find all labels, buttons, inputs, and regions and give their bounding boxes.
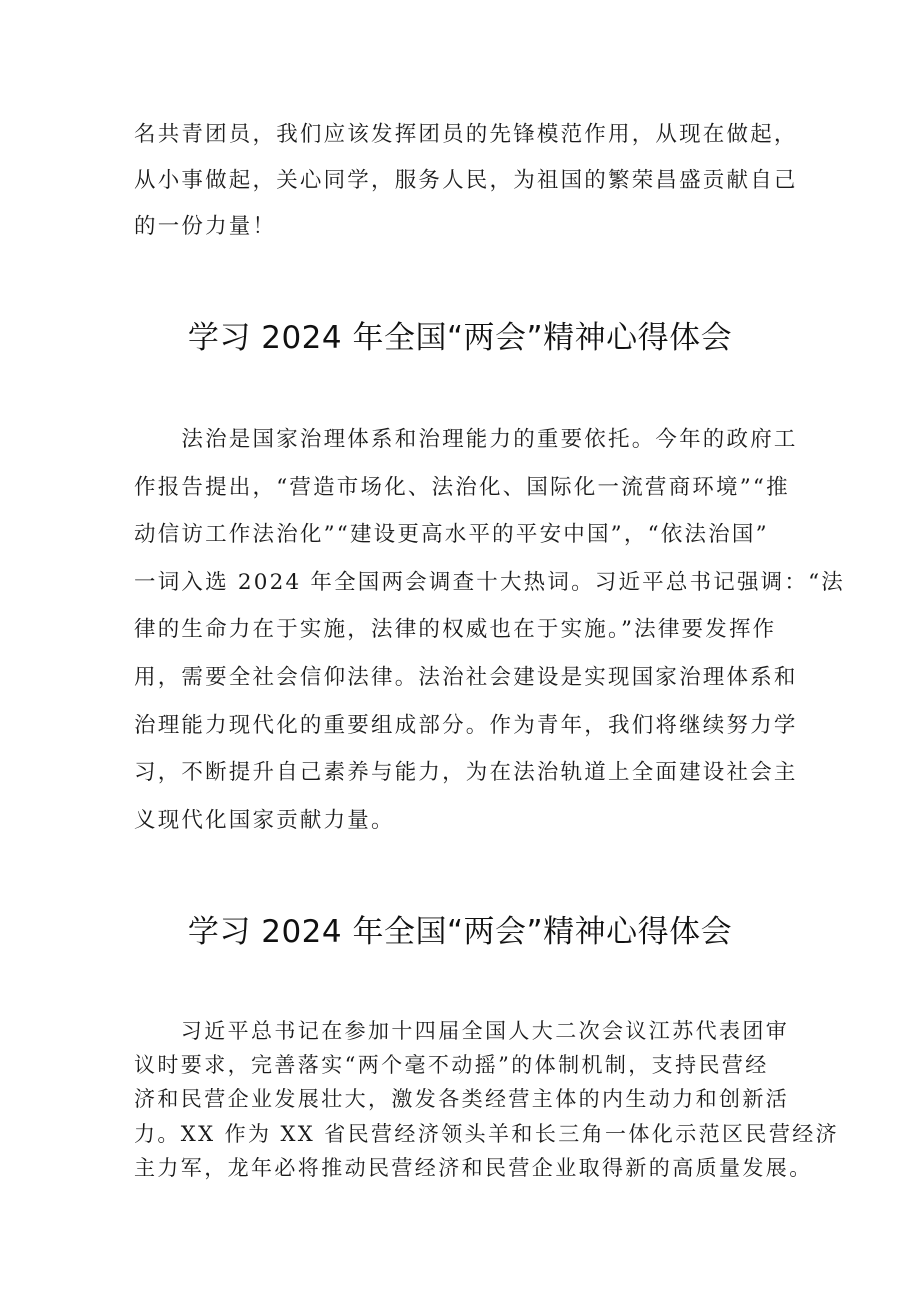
text-line: 习近平总书记在参加十四届全国人大二次会议江苏代表团审	[134, 1019, 790, 1043]
text-line: 名共青团员，我们应该发挥团员的先锋模范作用，从现在做起，	[134, 122, 798, 147]
text-line: 动信访工作法治化”“建设更高水平的平安中国”，“依法治国”	[134, 522, 769, 548]
text-line: 济和民营企业发展壮大，激发各类经营主体的内生动力和创新活	[134, 1087, 790, 1112]
text-line: 义现代化国家贡献力量。	[134, 807, 395, 833]
section-title: 学习 2024 年全国“两会”精神心得体会	[187, 914, 733, 950]
text-line: 治理能力现代化的重要组成部分。作为青年，我们将继续努力学	[134, 712, 798, 738]
text-line: 习，不断提升自己素养与能力，为在法治轨道上全面建设社会主	[134, 760, 798, 786]
section-body	[134, 416, 845, 844]
text-line: 从小事做起，关心同学，服务人民，为祖国的繁荣昌盛贡献自己	[134, 168, 798, 193]
text-line: 主力军，龙年必将推动民营经济和民营企业取得新的高质量发展。	[134, 1155, 813, 1180]
text-line: 力。XX 作为 XX 省民营经济领头羊和长三角一体化示范区民营经济	[134, 1121, 840, 1146]
text-line: 用，需要全社会信仰法律。法治社会建设是实现国家治理体系和	[134, 664, 798, 690]
paragraph-continued	[134, 112, 798, 250]
text-line: 一词入选 2024 年全国两会调查十大热词。习近平总书记强调：“法	[134, 569, 845, 595]
text-line: 律的生命力在于实施，法律的权威也在于实施。”法律要发挥作	[134, 617, 777, 643]
text-line: 的一份力量！	[134, 214, 277, 239]
text-line: 法治是国家治理体系和治理能力的重要依托。今年的政府工	[134, 427, 798, 452]
text-line: 作报告提出，“营造市场化、法治化、国际化一流营商环境”“推	[134, 474, 790, 500]
text-line: 议时要求，完善落实“两个毫不动摇”的体制机制，支持民营经	[134, 1053, 769, 1078]
section-title: 学习 2024 年全国“两会”精神心得体会	[187, 320, 733, 356]
section-body	[134, 1014, 840, 1185]
